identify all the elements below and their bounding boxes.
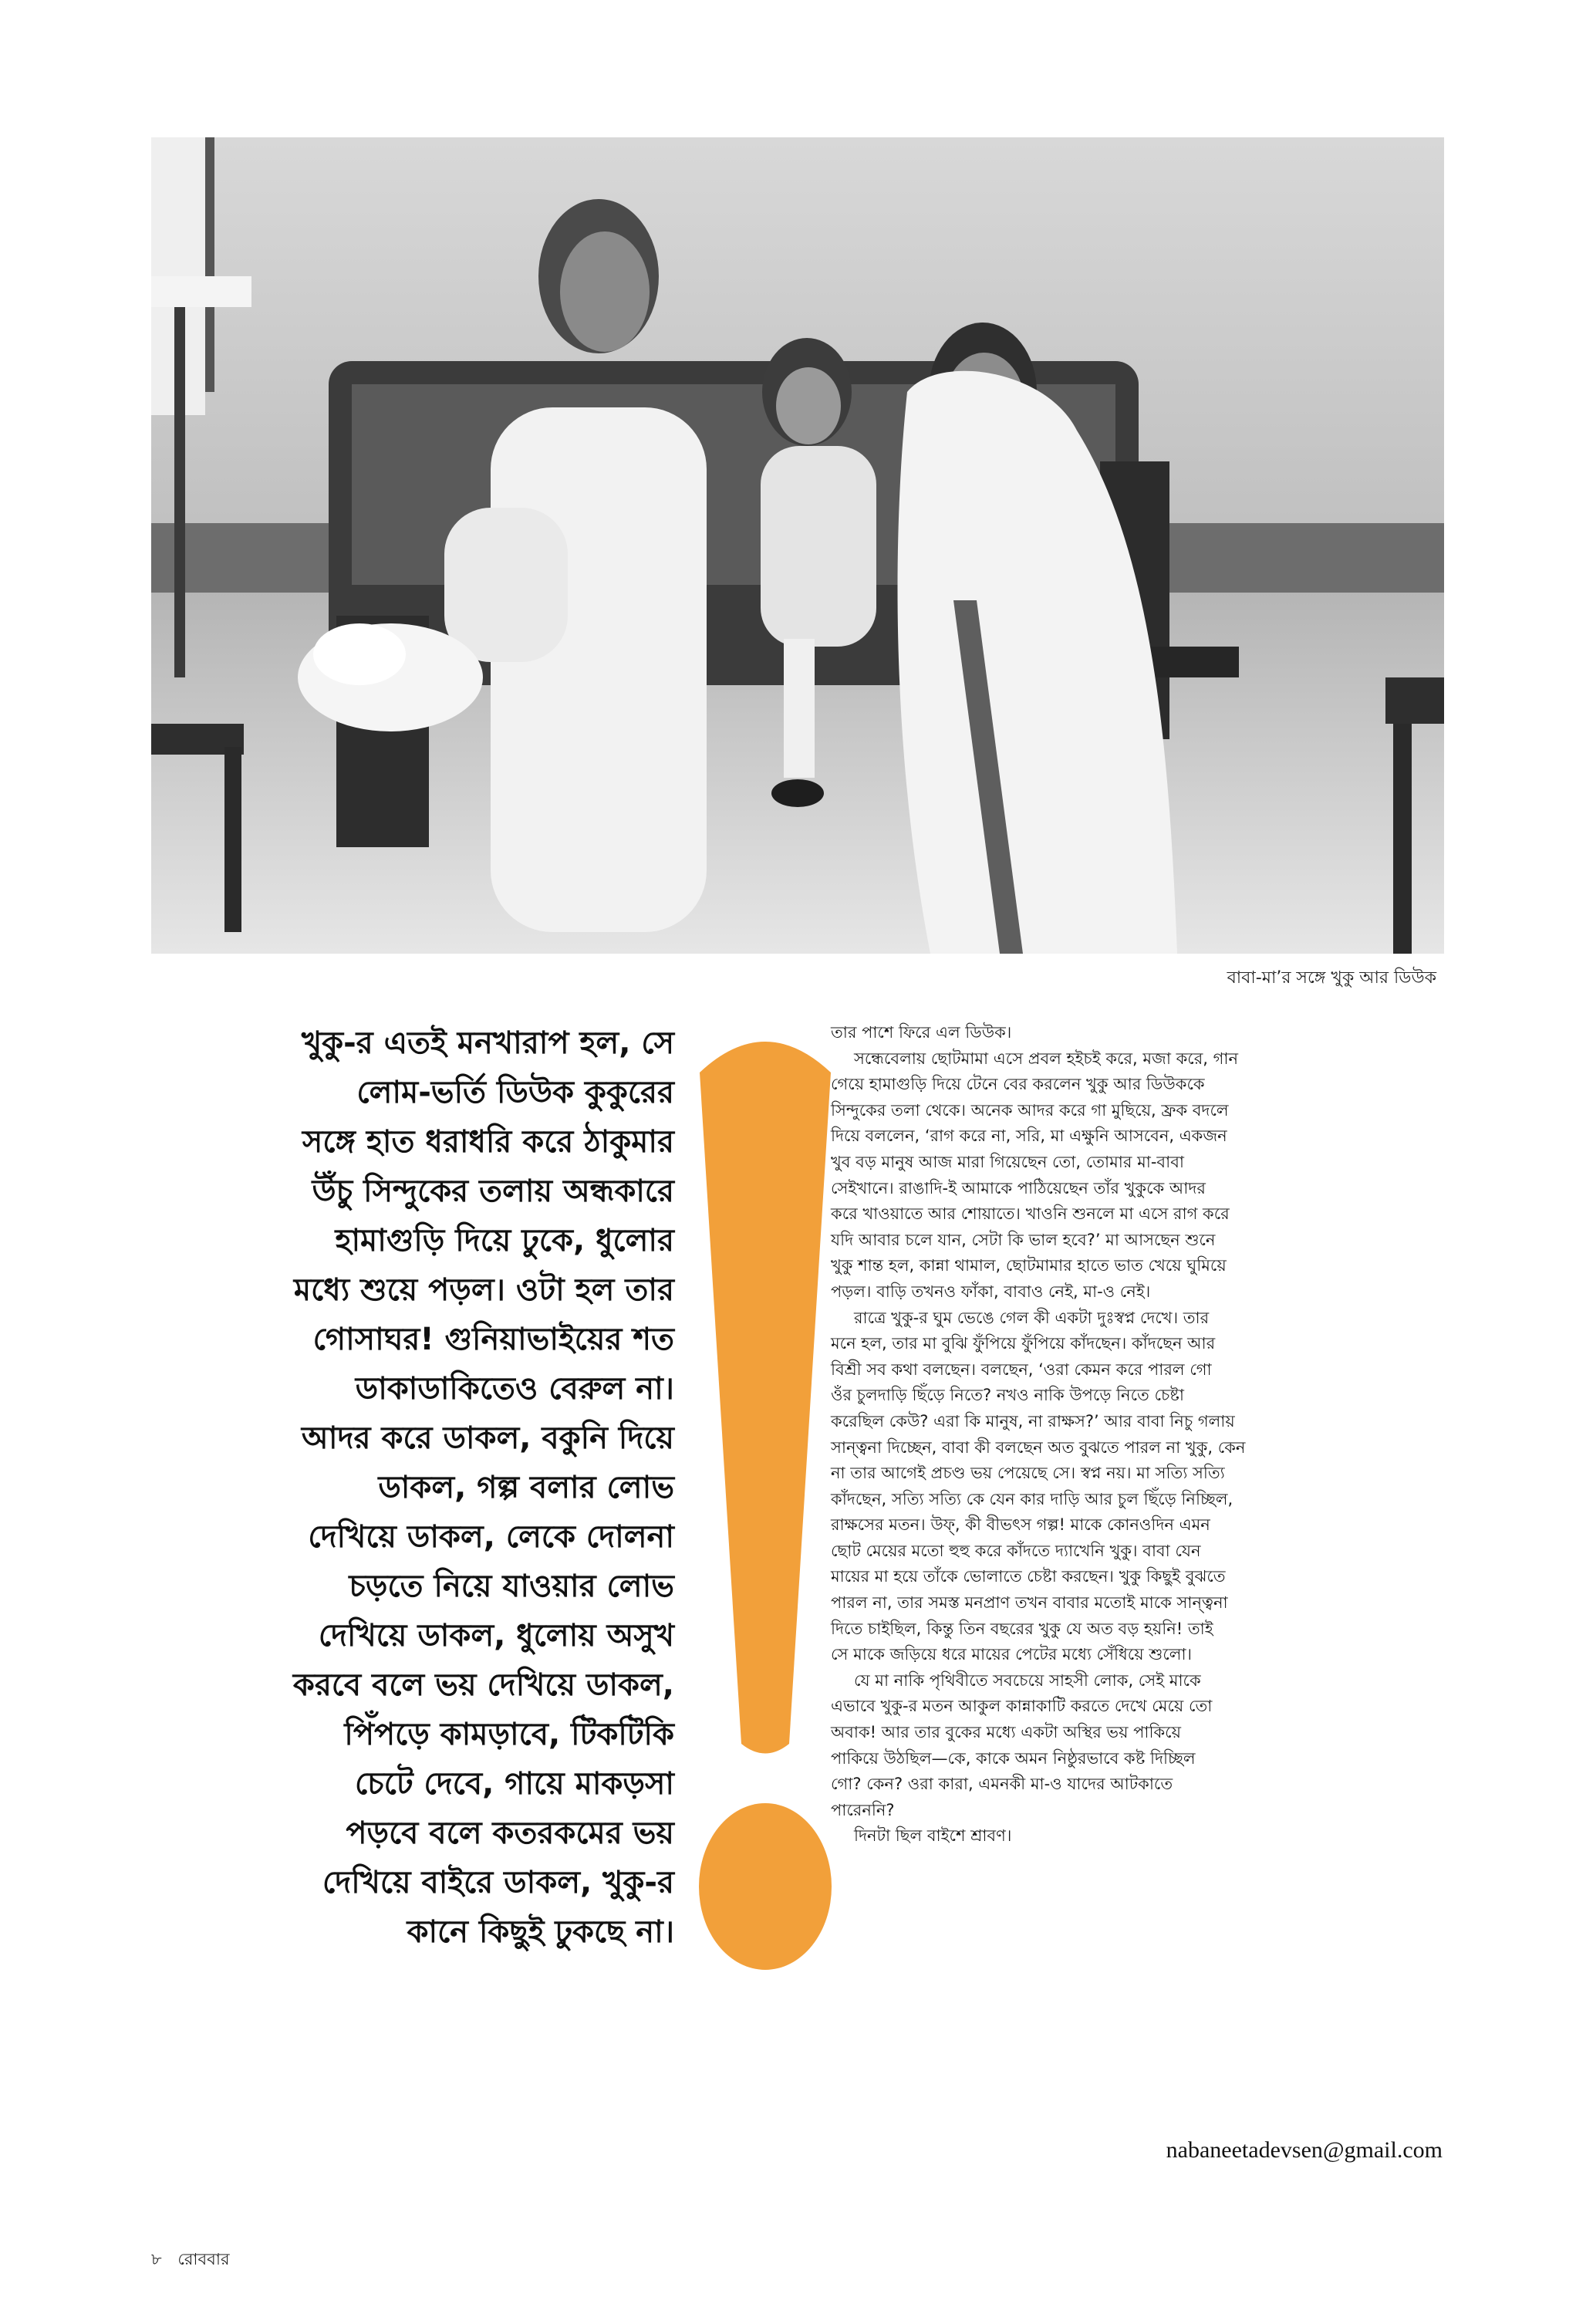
family-photo — [151, 137, 1444, 954]
body-line: পারেননি? — [831, 1800, 895, 1819]
pull-quote-line: খুকু-র এতই মনখারাপ হল, সে — [301, 1025, 674, 1061]
pull-quote-line: আদর করে ডাকল, বকুনি দিয়ে — [301, 1420, 674, 1456]
body-line: এভাবে খুকু-র মতন আকুল কান্নাকাটি করতে দেখে মেয়ে তো — [831, 1697, 1213, 1716]
exclamation-dot — [699, 1803, 832, 1970]
pull-quote-line: সঙ্গে হাত ধরাধরি করে ঠাকুমার — [302, 1124, 674, 1160]
pull-quote-line: গোসাঘর! গুনিয়াভাইয়ের শত — [312, 1322, 674, 1357]
pull-quote-line: মধ্যে শুয়ে পড়ল। ওটা হল তার — [293, 1272, 674, 1308]
family-photo-image — [151, 137, 1444, 954]
body-line: তার পাশে ফিরে এল ডিউক। — [831, 1023, 1012, 1042]
body-line: সেইখানে। রাঙাদি-ই আমাকে পাঠিয়েছেন তাঁর খুকুকে আদর — [831, 1178, 1206, 1197]
pull-quote-line: দেখিয়ে ডাকল, লেকে দোলনা — [308, 1519, 674, 1555]
body-line: সান্ত্বনা দিচ্ছেন, বাবা কী বলছেন অত বুঝতে পারল না খুকু, কেন — [831, 1437, 1246, 1457]
body-line: গেয়ে হামাগুড়ি দিয়ে টেনে বের করলেন খুকু আর ডিউককে — [831, 1075, 1205, 1094]
page-footer — [151, 2247, 241, 2274]
body-line: সন্ধেবেলায় ছোটমামা এসে প্রবল হইচই করে, মজা করে, গান — [854, 1049, 1239, 1068]
body-line: মনে হল, তার মা বুঝি ফুঁপিয়ে ফুঁপিয়ে কাঁদছেন। কাঁদছেন আর — [831, 1334, 1216, 1353]
page-number: ৮ — [151, 2250, 162, 2268]
body-line: মায়ের মা হয়ে তাঁকে ভোলাতে চেষ্টা করছেন। খুকু কিছুই বুঝতে — [831, 1567, 1226, 1586]
pull-quote-line: ডাকল, গল্প বলার লোভ — [378, 1470, 674, 1505]
pull-quote-line: চড়তে নিয়ে যাওয়ার লোভ — [349, 1569, 674, 1604]
section-name: রোববার — [177, 2250, 230, 2268]
pull-quote-line: লোম-ভর্তি ডিউক কুকুরের — [356, 1075, 674, 1110]
body-line: সে মাকে জড়িয়ে ধরে মায়ের পেটের মধ্যে সেঁধিয়ে শুলো। — [831, 1645, 1193, 1664]
body-line: খুকু শান্ত হল, কান্না থামাল, ছোটমামার হাতে ভাত খেয়ে ঘুমিয়ে — [831, 1256, 1227, 1275]
article-body — [831, 1020, 1443, 1849]
body-line: না তার আগেই প্রচণ্ড ভয় পেয়েছে সে। স্বপ্ন নয়। মা সত্যি সত্যি — [831, 1464, 1225, 1483]
exclamation-bar — [700, 1042, 831, 1754]
body-line: দিনটা ছিল বাইশে শ্রাবণ। — [854, 1826, 1012, 1846]
pull-quote-line: দেখিয়ে বাইরে ডাকল, খুকু-র — [322, 1865, 674, 1900]
pull-quote-line: পড়বে বলে কতরকমের ভয় — [346, 1816, 674, 1851]
body-line: ওঁর চুলদাড়ি ছিঁড়ে নিতে? নখও নাকি উপড়ে নিতে চেষ্টা — [831, 1386, 1184, 1405]
body-line: পারল না, তার সমস্ত মনপ্রাণ তখন বাবার মতোই মাকে সান্ত্বনা — [831, 1593, 1228, 1613]
author-email: nabaneetadevsen@gmail.com — [1166, 2137, 1443, 2163]
pull-quote-line: পিঁপড়ে কামড়াবে, টিকটিকি — [344, 1717, 674, 1752]
pull-quote-line: করবে বলে ভয় দেখিয়ে ডাকল, — [292, 1667, 674, 1703]
pull-quote-line: হামাগুড়ি দিয়ে ঢুকে, ধুলোর — [335, 1223, 674, 1258]
body-line: করে খাওয়াতে আর শোয়াতে। খাওনি শুনলে মা এসে রাগ করে — [831, 1204, 1230, 1224]
body-line: দিতে চাইছিল, কিন্তু তিন বছরের খুকু যে অত বড় হয়নি! তাই — [831, 1619, 1213, 1638]
body-line: অবাক! আর তার বুকের মধ্যে একটা অস্থির ভয় পাকিয়ে — [831, 1723, 1181, 1742]
body-line: গো? কেন? ওরা কারা, এমনকী মা-ও যাদের আটকাতে — [831, 1775, 1173, 1794]
pull-quote-line: দেখিয়ে ডাকল, ধুলোয় অসুখ — [318, 1618, 674, 1653]
pull-quote-line: কানে কিছুই ঢুকছে না। — [407, 1914, 674, 1950]
body-line: ছোট মেয়ের মতো হুহু করে কাঁদতে দ্যাখেনি খুকু। বাবা যেন — [831, 1541, 1201, 1560]
body-line: খুব বড় মানুষ আজ মারা গিয়েছেন তো, তোমার মা-বাবা — [831, 1152, 1184, 1171]
body-line: পড়ল। বাড়ি তখনও ফাঁকা, বাবাও নেই, মা-ও নেই। — [831, 1282, 1151, 1301]
body-line: পাকিয়ে উঠছিল—কে, কাকে অমন নিষ্ঠুরভাবে কষ্ট দিচ্ছিল — [831, 1748, 1196, 1768]
pull-quote-line: উঁচু সিন্দুকের তলায় অন্ধকারে — [312, 1174, 674, 1209]
pull-quote-line: ডাকাডাকিতেও বেরুল না। — [355, 1371, 674, 1407]
body-line: সিন্দুকের তলা থেকে। অনেক আদর করে গা মুছিয়ে, ফ্রক বদলে — [831, 1100, 1229, 1120]
body-line: কাঁদছেন, সত্যি সত্যি কে যেন কার দাড়ি আর চুল ছিঁড়ে নিচ্ছিল, — [831, 1489, 1233, 1508]
body-line: বিশ্রী সব কথা বলছেন। বলছেন, ‘ওরা কেমন করে পারল গো — [831, 1360, 1212, 1379]
body-line: রাক্ষসের মতন। উফ্‌, কী বীভৎস গল্প! মাকে কোনওদিন এমন — [831, 1515, 1210, 1535]
pull-quote — [154, 1018, 674, 2184]
body-line: রাত্রে খুকু-র ঘুম ভেঙে গেল কী একটা দুঃস্বপ্ন দেখে। তার — [854, 1308, 1210, 1327]
body-line: যে মা নাকি পৃথিবীতে সবচেয়ে সাহসী লোক, সেই মাকে — [854, 1670, 1201, 1690]
body-line: দিয়ে বললেন, ‘রাগ করে না, সরি, মা এক্ষুনি আসবেন, একজন — [831, 1127, 1227, 1146]
exclamation-mark-icon — [698, 1026, 832, 1991]
body-line: যদি আবার চলে যান, সেটা কি ভাল হবে?’ মা আসছেন শুনে — [831, 1230, 1216, 1249]
body-line: করেছিল কেউ? এরা কি মানুষ, না রাক্ষস?’ আর বাবা নিচু গলায় — [831, 1411, 1235, 1431]
pull-quote-line: চেটে দেবে, গায়ে মাকড়সা — [354, 1766, 674, 1802]
photo-caption: বাবা-মা’র সঙ্গে খুকু আর ডিউক — [1227, 968, 1436, 988]
